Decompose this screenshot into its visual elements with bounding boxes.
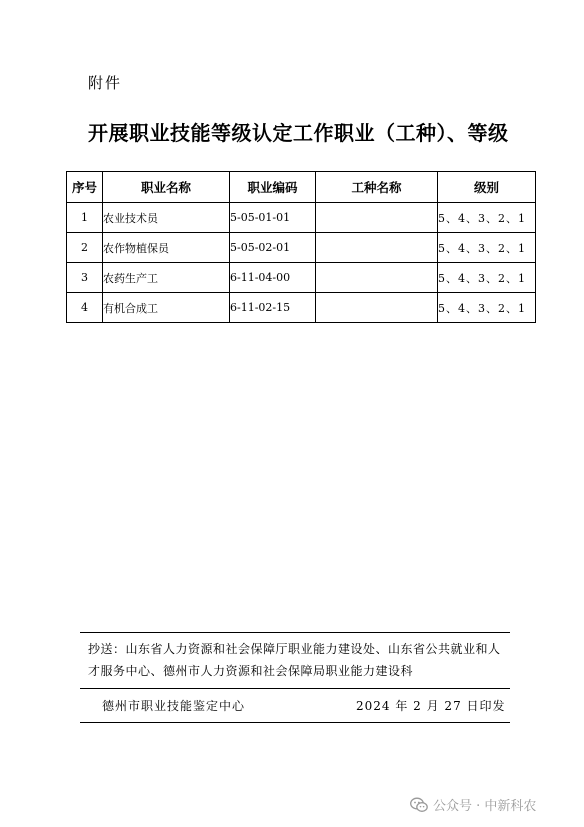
document-title: 开展职业技能等级认定工作职业（工种）、等级 [88,121,509,145]
header-work-type: 工种名称 [316,172,438,203]
row-index: 2 [67,233,103,263]
cc-middle-divider [80,688,510,689]
level: 5、4、3、2、1 [438,293,536,323]
level: 5、4、3、2、1 [438,263,536,293]
cc-line-2: 才服务中心、德州市人力资源和社会保障局职业能力建设科 [88,664,414,678]
row-index: 3 [67,263,103,293]
header-index: 序号 [67,172,103,203]
work-type [316,263,438,293]
row-index: 1 [67,203,103,233]
cc-bottom-divider [80,722,510,723]
watermark [410,795,536,814]
issue-date: 2024 年 2 月 27 日印发 [356,699,506,713]
row-index: 4 [67,293,103,323]
table-row [67,263,536,293]
attachment-label: 附件 [88,74,123,92]
table-row [67,293,536,323]
occupation-code: 6-11-04-00 [230,263,316,293]
header-occupation-code: 职业编码 [230,172,316,203]
watermark-text: 公众号 · 中新科农 [433,799,537,814]
occupation-name: 农作物植保员 [103,233,230,263]
table-row [67,203,536,233]
table-row [67,233,536,263]
cc-block [88,638,508,682]
work-type [316,203,438,233]
issuer-name: 德州市职业技能鉴定中心 [102,699,246,713]
occupation-code: 6-11-02-15 [230,293,316,323]
cc-line-1: 抄送：山东省人力资源和社会保障厅职业能力建设处、山东省公共就业和人 [88,642,501,656]
wechat-icon [410,797,428,813]
cc-top-divider [80,632,510,633]
occupation-code: 5-05-01-01 [230,203,316,233]
level: 5、4、3、2、1 [438,203,536,233]
header-occupation-name: 职业名称 [103,172,230,203]
occupation-name: 有机合成工 [103,293,230,323]
occupation-name: 农业技术员 [103,203,230,233]
header-level: 级别 [438,172,536,203]
occupation-table [66,171,536,323]
occupation-code: 5-05-02-01 [230,233,316,263]
table-header-row [67,172,536,203]
work-type [316,233,438,263]
occupation-name: 农药生产工 [103,263,230,293]
work-type [316,293,438,323]
level: 5、4、3、2、1 [438,233,536,263]
